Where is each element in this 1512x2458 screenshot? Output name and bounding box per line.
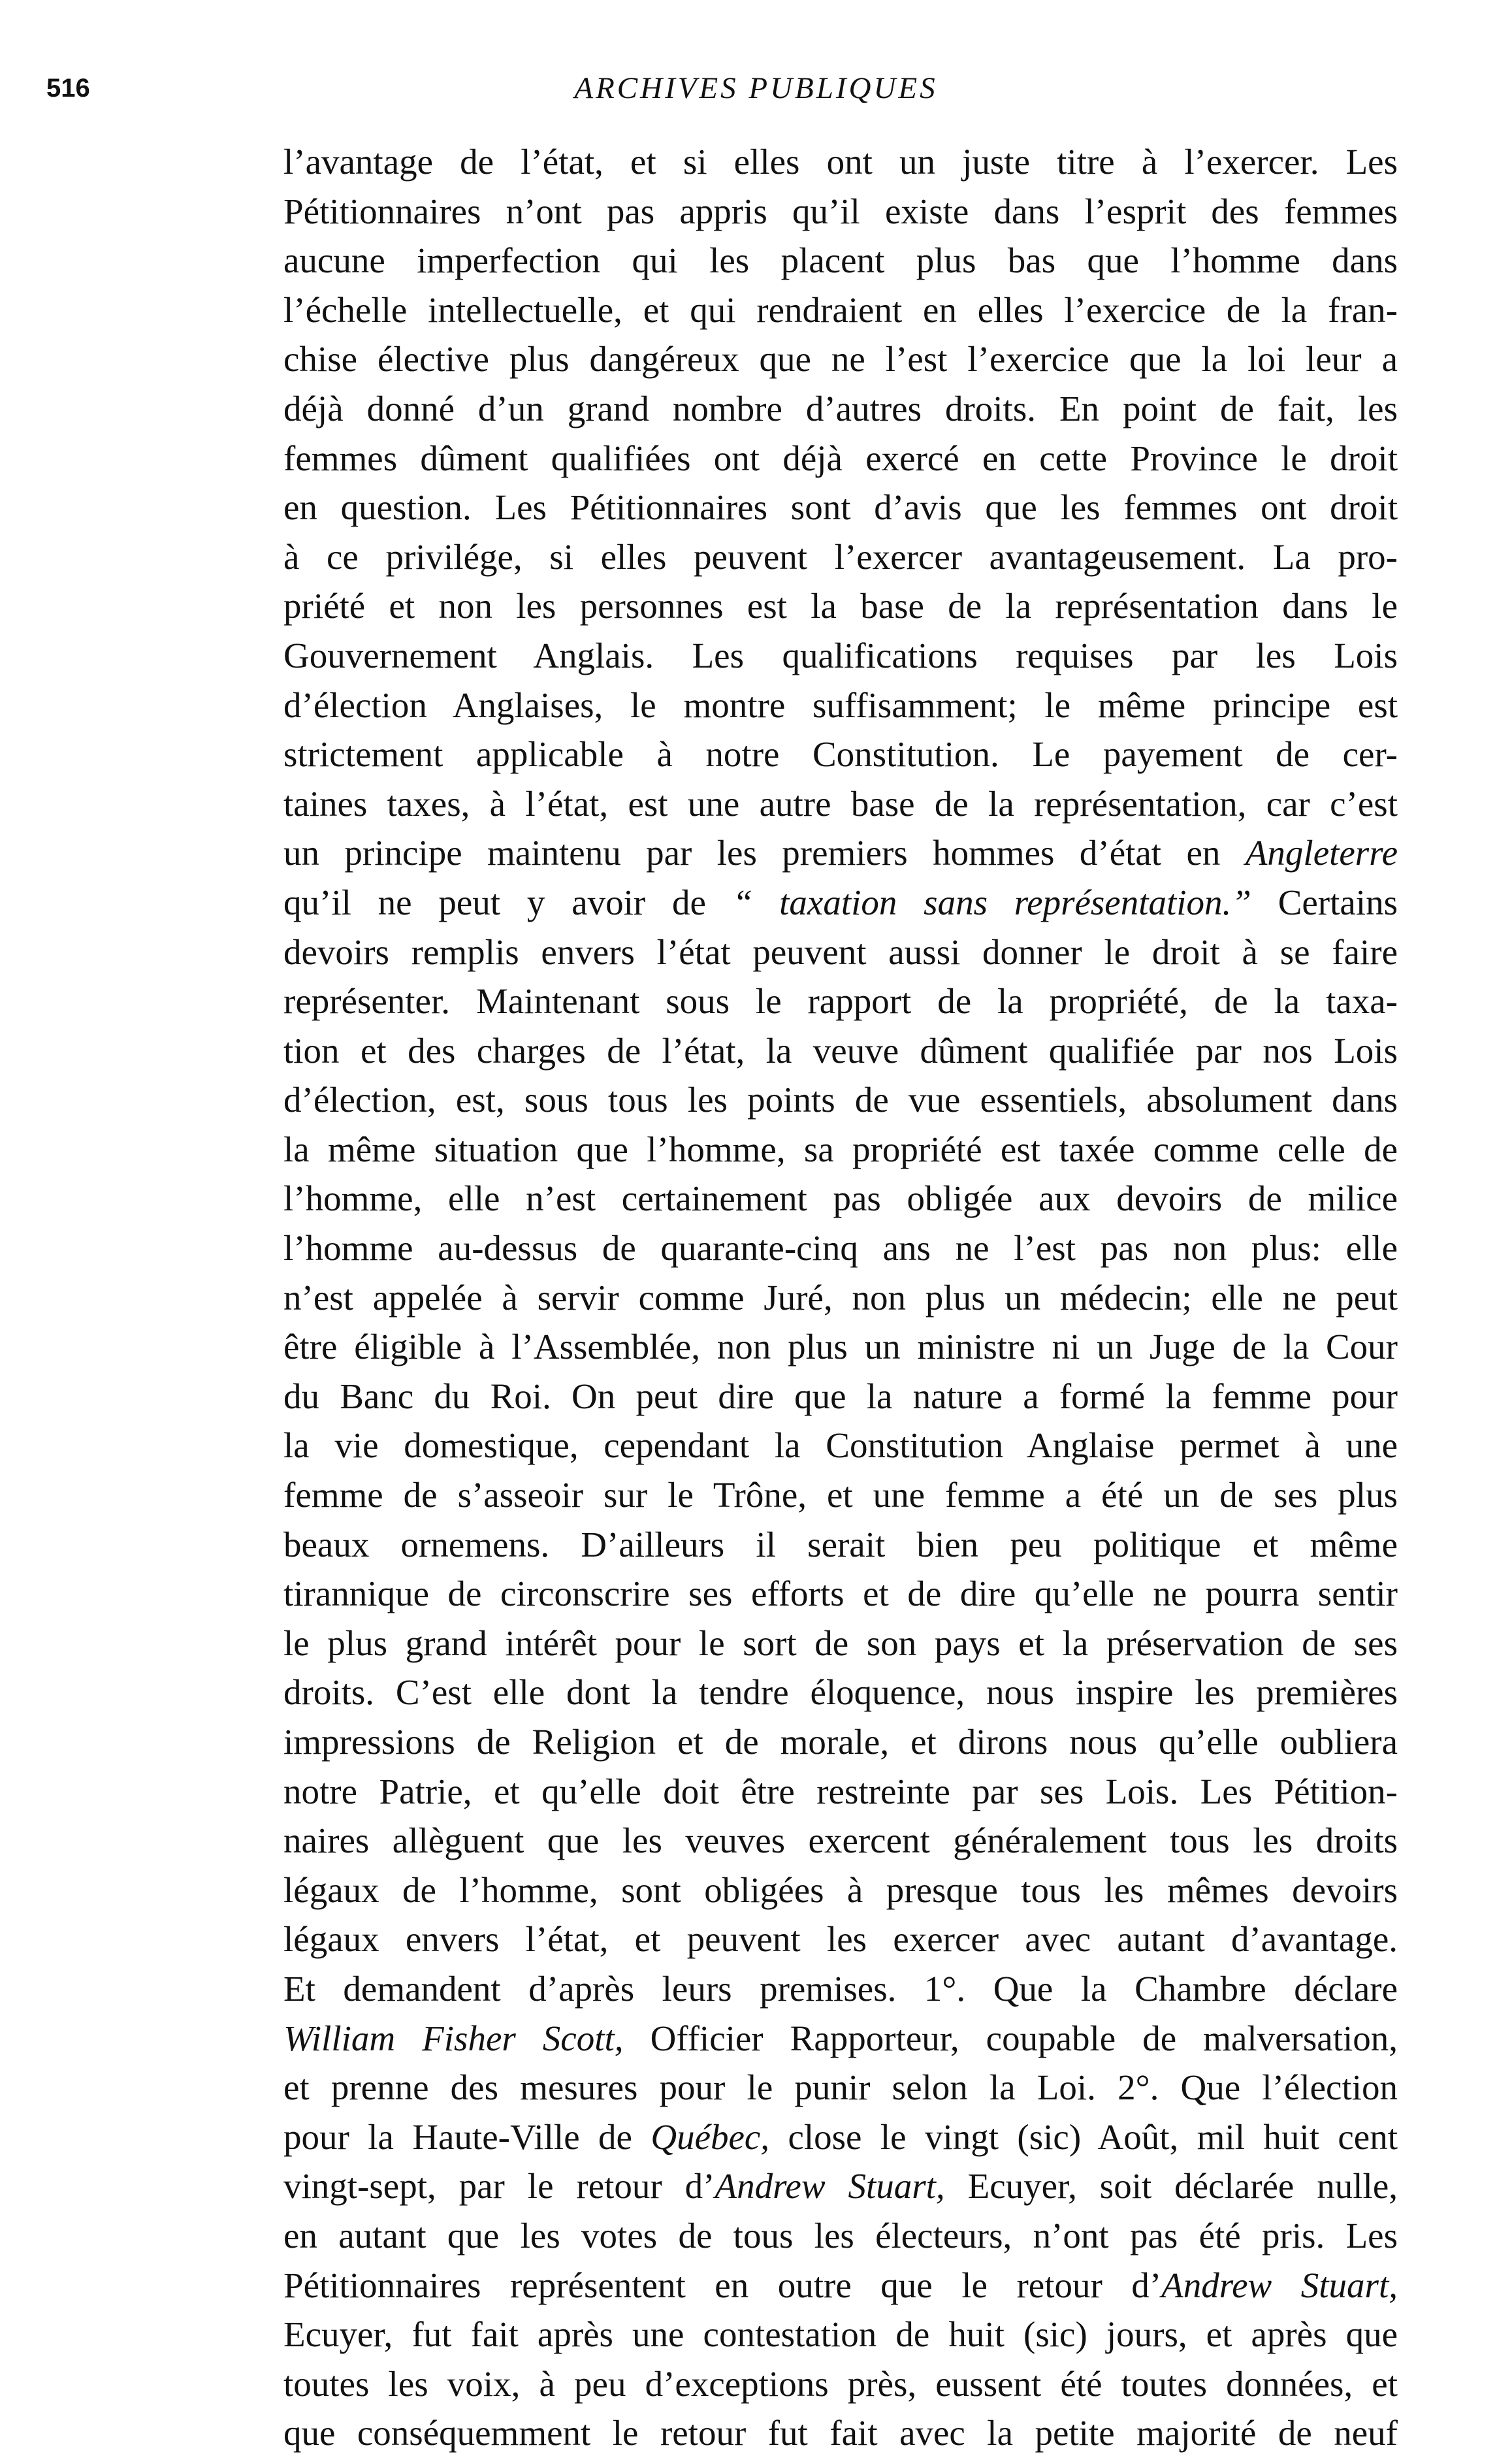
- italic-segment: Andrew Stuart,: [715, 2166, 945, 2207]
- text-line: [283, 1372, 1398, 1421]
- text-line: [283, 878, 1398, 928]
- text-line: [283, 681, 1398, 730]
- text-line: [283, 1619, 1398, 1668]
- text-line: [283, 1174, 1398, 1223]
- text-segment: impressions de Religion et de morale, et dirons nous qu’elle oubliera: [283, 1722, 1398, 1762]
- text-segment: être éligible à l’Assemblée, non plus un ministre ni un Juge de la Cour: [283, 1327, 1398, 1367]
- text-line: [283, 1322, 1398, 1372]
- text-segment: chise élective plus dangéreux que ne l’est l’exercice que la loi leur a: [283, 339, 1398, 380]
- text-line: [283, 2112, 1398, 2162]
- text-line: [283, 1866, 1398, 1915]
- text-segment: la vie domestique, cependant la Constitution Anglaise permet à une: [283, 1425, 1398, 1466]
- italic-segment: William Fisher Scott,: [283, 2018, 624, 2058]
- text-line: [283, 2408, 1398, 2458]
- text-line: [283, 1816, 1398, 1866]
- text-line: [283, 977, 1398, 1026]
- text-segment: d’élection Anglaises, le montre suffisamment; le même principe est: [283, 685, 1398, 725]
- body-text: [283, 137, 1398, 2453]
- text-segment: Gouvernement Anglais. Les qualifications requises par les Lois: [283, 635, 1398, 675]
- text-segment: déjà donné d’un grand nombre d’autres droits. En point de fait, les: [283, 388, 1398, 429]
- italic-segment: Angleterre: [1245, 833, 1398, 873]
- text-segment: naires allèguent que les veuves exercent généralement tous les droits: [283, 1820, 1398, 1861]
- text-line: [283, 2161, 1398, 2211]
- text-line: [283, 1273, 1398, 1323]
- text-segment: taines taxes, à l’état, est une autre base de la représentation, car c’est: [283, 783, 1398, 824]
- page-header: [0, 71, 1512, 129]
- text-line: [283, 1767, 1398, 1817]
- text-segment: priété et non les personnes est la base de la représentation dans le: [283, 586, 1398, 626]
- text-line: [283, 1470, 1398, 1520]
- text-segment: l’avantage de l’état, et si elles ont un juste titre à l’exercer. Les: [283, 142, 1398, 182]
- text-segment: la même situation que l’homme, sa propriété est taxée comme celle de: [283, 1129, 1398, 1169]
- text-segment: tion et des charges de l’état, la veuve dûment qualifiée par nos Lois: [283, 1030, 1398, 1071]
- text-line: [283, 334, 1398, 384]
- text-segment: en autant que les votes de tous les électeurs, n’ont pas été pris. Les: [283, 2215, 1398, 2256]
- text-segment: Et demandent d’après leurs premises. 1°. Que la Chambre déclare: [283, 1968, 1398, 2009]
- text-line: [283, 2310, 1398, 2359]
- text-line: [283, 730, 1398, 779]
- text-line: [283, 1520, 1398, 1570]
- text-line: [283, 285, 1398, 335]
- italic-segment: Andrew Stuart,: [1161, 2265, 1398, 2305]
- text-line: [283, 187, 1398, 236]
- text-segment: à ce privilége, si elles peuvent l’exercer avantageusement. La pro-: [283, 536, 1398, 577]
- text-segment: et prenne des mesures pour le punir selon la Loi. 2°. Que l’élection: [283, 2067, 1398, 2108]
- text-segment: beaux ornemens. D’ailleurs il serait bien peu politique et même: [283, 1524, 1398, 1564]
- text-segment: Officier Rapporteur, coupable de malversation,: [623, 2018, 1398, 2058]
- text-segment: représenter. Maintenant sous le rapport de la propriété, de la taxa-: [283, 981, 1398, 1022]
- text-segment: d’élection, est, sous tous les points de vue essentiels, absolument dans: [283, 1080, 1398, 1120]
- text-segment: que conséquemment le retour fut fait avec la petite majorité de neuf: [283, 2413, 1398, 2453]
- text-segment: aucune imperfection qui les placent plus bas que l’homme dans: [283, 240, 1398, 281]
- text-segment: le plus grand intérêt pour le sort de son pays et la préservation de ses: [283, 1623, 1398, 1663]
- text-line: [283, 828, 1398, 878]
- text-segment: strictement applicable à notre Constitution. Le payement de cer-: [283, 734, 1398, 775]
- text-line: [283, 1125, 1398, 1174]
- italic-segment: Québec,: [651, 2116, 770, 2157]
- text-line: [283, 2014, 1398, 2063]
- text-segment: Pétitionnaires représentent en outre que le retour d’: [283, 2265, 1162, 2305]
- text-segment: femme de s’asseoir sur le Trône, et une femme a été un de ses plus: [283, 1475, 1398, 1515]
- text-segment: pour la Haute-Ville de: [283, 2116, 651, 2157]
- text-segment: notre Patrie, et qu’elle doit être restreinte par ses Lois. Les Pétition-: [283, 1771, 1398, 1811]
- text-segment: vingt-sept, par le retour d’: [283, 2166, 715, 2207]
- text-segment: légaux de l’homme, sont obligées à presque tous les mêmes devoirs: [283, 1869, 1398, 1910]
- text-segment: l’homme, elle n’est certainement pas obligée aux devoirs de milice: [283, 1178, 1398, 1219]
- text-line: [283, 2211, 1398, 2261]
- text-line: [283, 1569, 1398, 1619]
- running-head: ARCHIVES PUBLIQUES: [574, 71, 938, 105]
- italic-segment: “ taxation sans représentation.”: [732, 882, 1251, 922]
- text-line: [283, 2063, 1398, 2112]
- text-segment: n’est appelée à servir comme Juré, non plus un médecin; elle ne peut: [283, 1277, 1398, 1318]
- text-segment: l’homme au-dessus de quarante-cinq ans ne l’est pas non plus: elle: [283, 1228, 1398, 1269]
- text-line: [283, 2359, 1398, 2409]
- text-segment: Pétitionnaires n’ont pas appris qu’il existe dans l’esprit des femmes: [283, 191, 1398, 231]
- text-segment: Ecuyer, fut fait après une contestation de huit (sic) jours, et après que: [283, 2314, 1398, 2355]
- text-line: [283, 1668, 1398, 1717]
- text-segment: close le vingt (sic) Août, mil huit cent: [769, 2116, 1398, 2157]
- text-segment: un principe maintenu par les premiers hommes d’état en: [283, 833, 1246, 873]
- text-line: [283, 2261, 1398, 2310]
- text-line: [283, 1964, 1398, 2014]
- page-number: 516: [46, 74, 90, 103]
- text-line: [283, 532, 1398, 582]
- text-line: [283, 236, 1398, 285]
- text-line: [283, 384, 1398, 434]
- text-segment: du Banc du Roi. On peut dire que la nature a formé la femme pour: [283, 1376, 1398, 1416]
- text-line: [283, 631, 1398, 681]
- text-segment: femmes dûment qualifiées ont déjà exercé en cette Province le droit: [283, 438, 1398, 478]
- text-line: [283, 137, 1398, 187]
- text-segment: Ecuyer, soit déclarée nulle,: [944, 2166, 1398, 2207]
- text-segment: Certains: [1251, 882, 1398, 922]
- text-line: [283, 1421, 1398, 1470]
- text-segment: droits. C’est elle dont la tendre éloquence, nous inspire les premières: [283, 1672, 1398, 1713]
- text-line: [283, 1717, 1398, 1767]
- text-line: [283, 1026, 1398, 1076]
- text-segment: l’échelle intellectuelle, et qui rendraient en elles l’exercice de la fran-: [283, 289, 1398, 330]
- text-segment: en question. Les Pétitionnaires sont d’avis que les femmes ont droit: [283, 487, 1398, 528]
- text-segment: toutes les voix, à peu d’exceptions près, eussent été toutes données, et: [283, 2363, 1398, 2404]
- text-line: [283, 1075, 1398, 1125]
- text-line: [283, 483, 1398, 532]
- text-segment: légaux envers l’état, et peuvent les exercer avec autant d’avantage.: [283, 1919, 1398, 1960]
- text-line: [283, 779, 1398, 829]
- text-segment: qu’il ne peut y avoir de: [283, 882, 733, 922]
- text-line: [283, 928, 1398, 977]
- text-segment: devoirs remplis envers l’état peuvent aussi donner le droit à se faire: [283, 931, 1398, 972]
- text-line: [283, 434, 1398, 483]
- text-segment: tirannique de circonscrire ses efforts et de dire qu’elle ne pourra sentir: [283, 1574, 1398, 1614]
- text-line: [283, 581, 1398, 631]
- text-line: [283, 1223, 1398, 1273]
- text-line: [283, 1915, 1398, 1964]
